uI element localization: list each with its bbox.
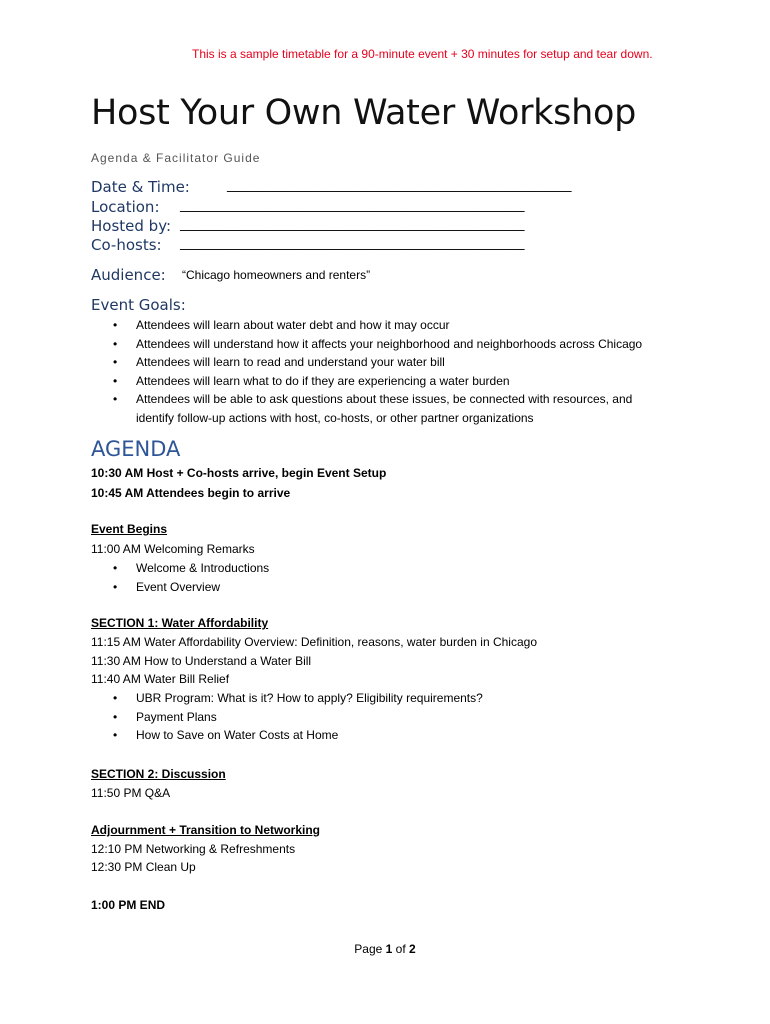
list-item: • Attendees will learn to read and understand your water bill [91,353,691,372]
setup-line-2: 10:45 AM Attendees begin to arrive [91,486,291,500]
page-number: 1 [385,942,393,956]
of-word: of [395,942,406,956]
date-time-label: Date & Time: [91,178,190,196]
cohosts-field [91,236,525,254]
list-item: • Event Overview [91,578,691,597]
welcome-line: 11:00 AM Welcoming Remarks [91,542,255,556]
event-begins-heading: Event Begins [91,522,168,536]
hosted-by-label: Hosted by: [91,217,172,235]
adjournment-heading: Adjournment + Transition to Networking [91,823,321,837]
event-goals-heading: Event Goals: [91,296,186,314]
page-footer [0,942,770,956]
agenda-heading: AGENDA [91,437,181,461]
hosted-by-blank: _____________________________________________________ [180,217,525,232]
list-item: • UBR Program: What is it? How to apply? Eligibility requirements? [91,689,691,708]
setup-line-1: 10:30 AM Host + Co-hosts arrive, begin Event Setup [91,466,387,480]
list-item: • Attendees will learn what to do if they are experiencing a water burden [91,372,691,391]
list-item: • How to Save on Water Costs at Home [91,726,691,745]
location-field [91,198,525,216]
location-blank: _____________________________________________________ [180,198,525,213]
adjournment-line-2: 12:30 PM Clean Up [91,860,196,874]
date-time-blank: _____________________________________________________ [227,178,572,193]
list-item: • Welcome & Introductions [91,559,691,578]
list-item: • Attendees will understand how it affects your neighborhood and neighborhoods across Chicago [91,335,691,354]
audience-value: “Chicago homeowners and renters” [182,268,371,282]
list-item: • Attendees will be able to ask questions about these issues, be connected with resources, and identify follow-up actions with host, co-hosts, or other partner organizations [91,390,666,427]
location-label: Location: [91,198,160,216]
page-total: 2 [409,942,416,956]
section-1-line-2: 11:30 AM How to Understand a Water Bill [91,654,312,668]
list-item: • Attendees will learn about water debt and how it may occur [91,316,691,335]
document-subtitle: Agenda & Facilitator Guide [91,151,261,165]
sample-timetable-note: This is a sample timetable for a 90-minute event + 30 minutes for setup and tear down. [192,47,653,61]
event-goals-list [91,316,691,428]
audience-label: Audience: [91,266,166,284]
event-end-line: 1:00 PM END [91,898,166,912]
list-item: • Payment Plans [91,708,691,727]
adjournment-line-1: 12:10 PM Networking & Refreshments [91,842,296,856]
cohosts-label: Co-hosts: [91,236,162,254]
page-word: Page [354,942,383,956]
section-2-line-1: 11:50 PM Q&A [91,786,171,800]
section-1-line-1: 11:15 AM Water Affordability Overview: Definition, reasons, water burden in Chicago [91,635,537,649]
document-title: Host Your Own Water Workshop [91,93,637,133]
water-bill-relief-list [91,689,691,745]
section-2-heading: SECTION 2: Discussion [91,767,226,781]
welcome-list [91,559,691,596]
hosted-by-field [91,217,525,235]
cohosts-blank: _____________________________________________________ [180,236,525,251]
section-1-line-3: 11:40 AM Water Bill Relief [91,672,230,686]
section-1-heading: SECTION 1: Water Affordability [91,616,269,630]
date-time-field [91,178,572,196]
